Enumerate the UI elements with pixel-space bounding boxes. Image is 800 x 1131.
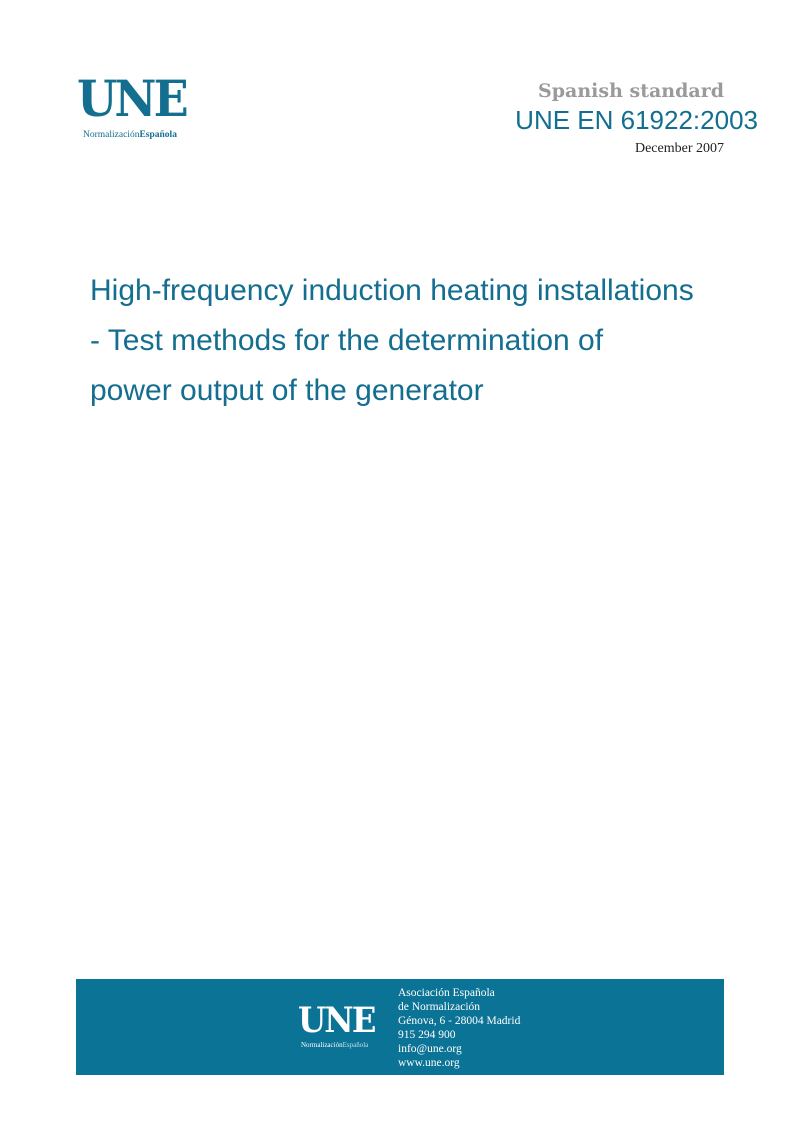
address: Génova, 6 - 28004 Madrid bbox=[398, 1015, 521, 1027]
title-line: High-frequency induction heating installations bbox=[90, 274, 694, 307]
footer-logo-tagline-part1: Normalización bbox=[301, 1041, 343, 1049]
logo-tagline bbox=[83, 130, 177, 140]
email-link[interactable]: info@une.org bbox=[398, 1043, 462, 1055]
footer-logo-tagline bbox=[301, 1041, 368, 1049]
website-link[interactable]: www.une.org bbox=[398, 1057, 460, 1069]
document-title bbox=[90, 266, 760, 416]
footer-logo-wordmark: UNE bbox=[298, 1000, 375, 1041]
title-line: power output of the generator bbox=[90, 374, 484, 407]
contact-info bbox=[398, 986, 520, 1070]
title-line: - Test methods for the determination of bbox=[90, 324, 604, 357]
standard-code: UNE EN 61922:2003 bbox=[515, 105, 758, 135]
footer-une-logo bbox=[298, 1000, 388, 1053]
standard-info bbox=[515, 78, 758, 162]
organization-name-line1: Asociación Española bbox=[398, 987, 495, 999]
footer-logo-tagline-part2: Española bbox=[342, 1041, 369, 1049]
logo-wordmark: UNE bbox=[77, 69, 186, 128]
publication-date: December 2007 bbox=[634, 141, 724, 156]
standard-kind: Spanish standard bbox=[538, 80, 724, 102]
organization-name-line2: de Normalización bbox=[398, 1001, 481, 1013]
footer-band bbox=[76, 979, 724, 1075]
une-logo bbox=[77, 69, 197, 144]
phone: 915 294 900 bbox=[398, 1029, 456, 1041]
logo-tagline-part1: Normalización bbox=[83, 130, 140, 140]
logo-tagline-part2: Española bbox=[139, 130, 177, 140]
